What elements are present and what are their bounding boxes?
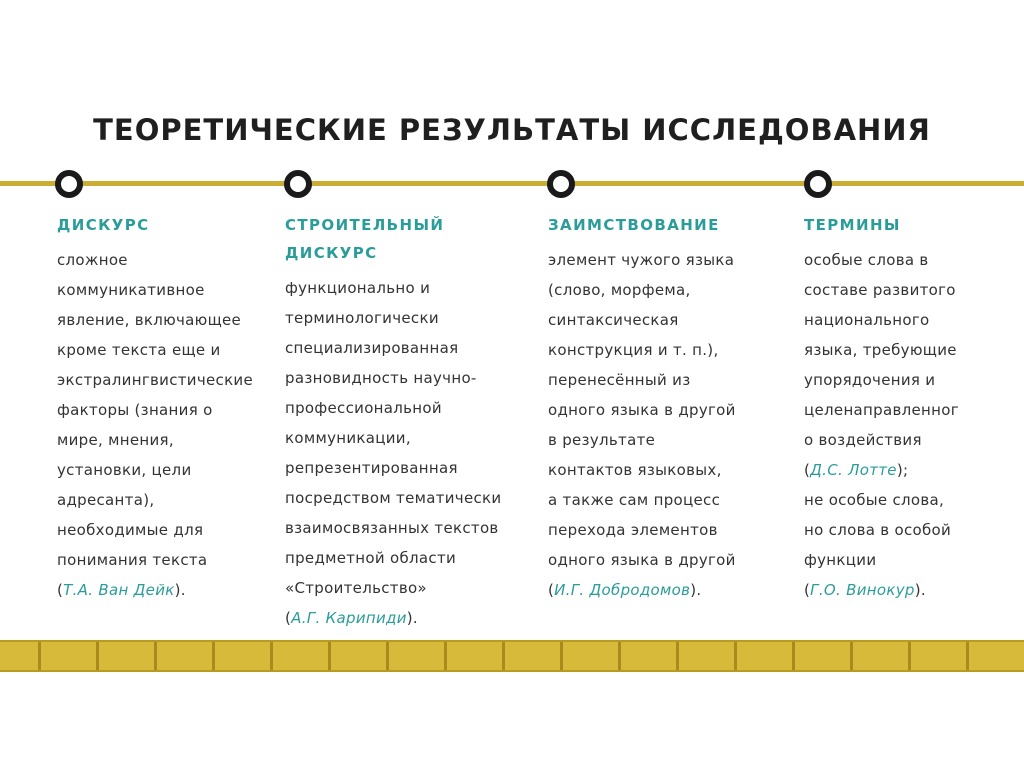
brick-divider [618, 642, 621, 670]
column-definition [804, 245, 1019, 605]
definition-text: функционально и терминологически специализированная разновидность научно- профессиональной коммуникации, репрезентированная посредством тематически взаимосвязанных текстов предметной области «Строительство» [285, 279, 502, 597]
citation-author: Д.С. Лотте [810, 461, 897, 479]
citation-open: ( [804, 581, 811, 599]
brick-divider [270, 642, 273, 670]
timeline-node-3 [547, 170, 575, 198]
citation-open: ( [548, 581, 555, 599]
citation-author-2: Г.О. Винокур [810, 581, 915, 599]
column-borrowing [548, 211, 783, 605]
brick-divider [96, 642, 99, 670]
brick-divider [386, 642, 389, 670]
column-heading: СТРОИТЕЛЬНЫЙ ДИСКУРС [285, 216, 445, 262]
column-definition [285, 273, 535, 633]
citation-close: ). [914, 581, 926, 599]
brick-divider [734, 642, 737, 670]
brick-divider [908, 642, 911, 670]
column-construction-discourse [285, 211, 535, 633]
citation-author: А.Г. Карипиди [291, 609, 407, 627]
citation-close: ). [174, 581, 186, 599]
brick-divider [154, 642, 157, 670]
definition-text: элемент чужого языка (слово, морфема, синтаксическая конструкция и т. п.), перенесённый из одного языка в другой в результате контактов языковых, а также сам процесс перехода элементов одного языка в другой [548, 251, 736, 569]
definition-text: особые слова в составе развитого национального языка, требующие упорядочения и целенаправленног о воздействия [804, 251, 959, 449]
brick-divider [212, 642, 215, 670]
decorative-brick-strip [0, 640, 1024, 672]
column-heading: ТЕРМИНЫ [804, 216, 901, 234]
citation-close: ). [690, 581, 702, 599]
column-terms [804, 211, 1019, 605]
brick-divider [850, 642, 853, 670]
citation-close: ); [896, 461, 909, 479]
citation-close: ). [406, 609, 418, 627]
citation-open: ( [285, 609, 292, 627]
citation-open: ( [57, 581, 64, 599]
column-heading: ЗАИМСТВОВАНИЕ [548, 216, 720, 234]
citation-author: И.Г. Добродомов [554, 581, 691, 599]
citation-author: Т.А. Ван Дейк [63, 581, 175, 599]
brick-divider [676, 642, 679, 670]
timeline-node-4 [804, 170, 832, 198]
citation-open: ( [804, 461, 811, 479]
brick-divider [38, 642, 41, 670]
page-title: ТЕОРЕТИЧЕСКИЕ РЕЗУЛЬТАТЫ ИССЛЕДОВАНИЯ [93, 113, 931, 147]
definition-text: сложное коммуникативное явление, включающее кроме текста еще и экстралингвистические факторы (знания о мире, мнения, установки, цели адресанта), необходимые для понимания текста [57, 251, 254, 569]
brick-divider [502, 642, 505, 670]
brick-divider [966, 642, 969, 670]
column-definition [57, 245, 282, 605]
brick-divider [560, 642, 563, 670]
brick-divider [328, 642, 331, 670]
timeline-line [0, 181, 1024, 186]
brick-divider [792, 642, 795, 670]
column-definition [548, 245, 783, 605]
timeline-node-2 [284, 170, 312, 198]
column-heading: ДИСКУРС [57, 216, 150, 234]
brick-divider [444, 642, 447, 670]
timeline-node-1 [55, 170, 83, 198]
column-discourse [57, 211, 282, 605]
definition-text-2: не особые слова, но слова в особой функции [804, 491, 952, 569]
